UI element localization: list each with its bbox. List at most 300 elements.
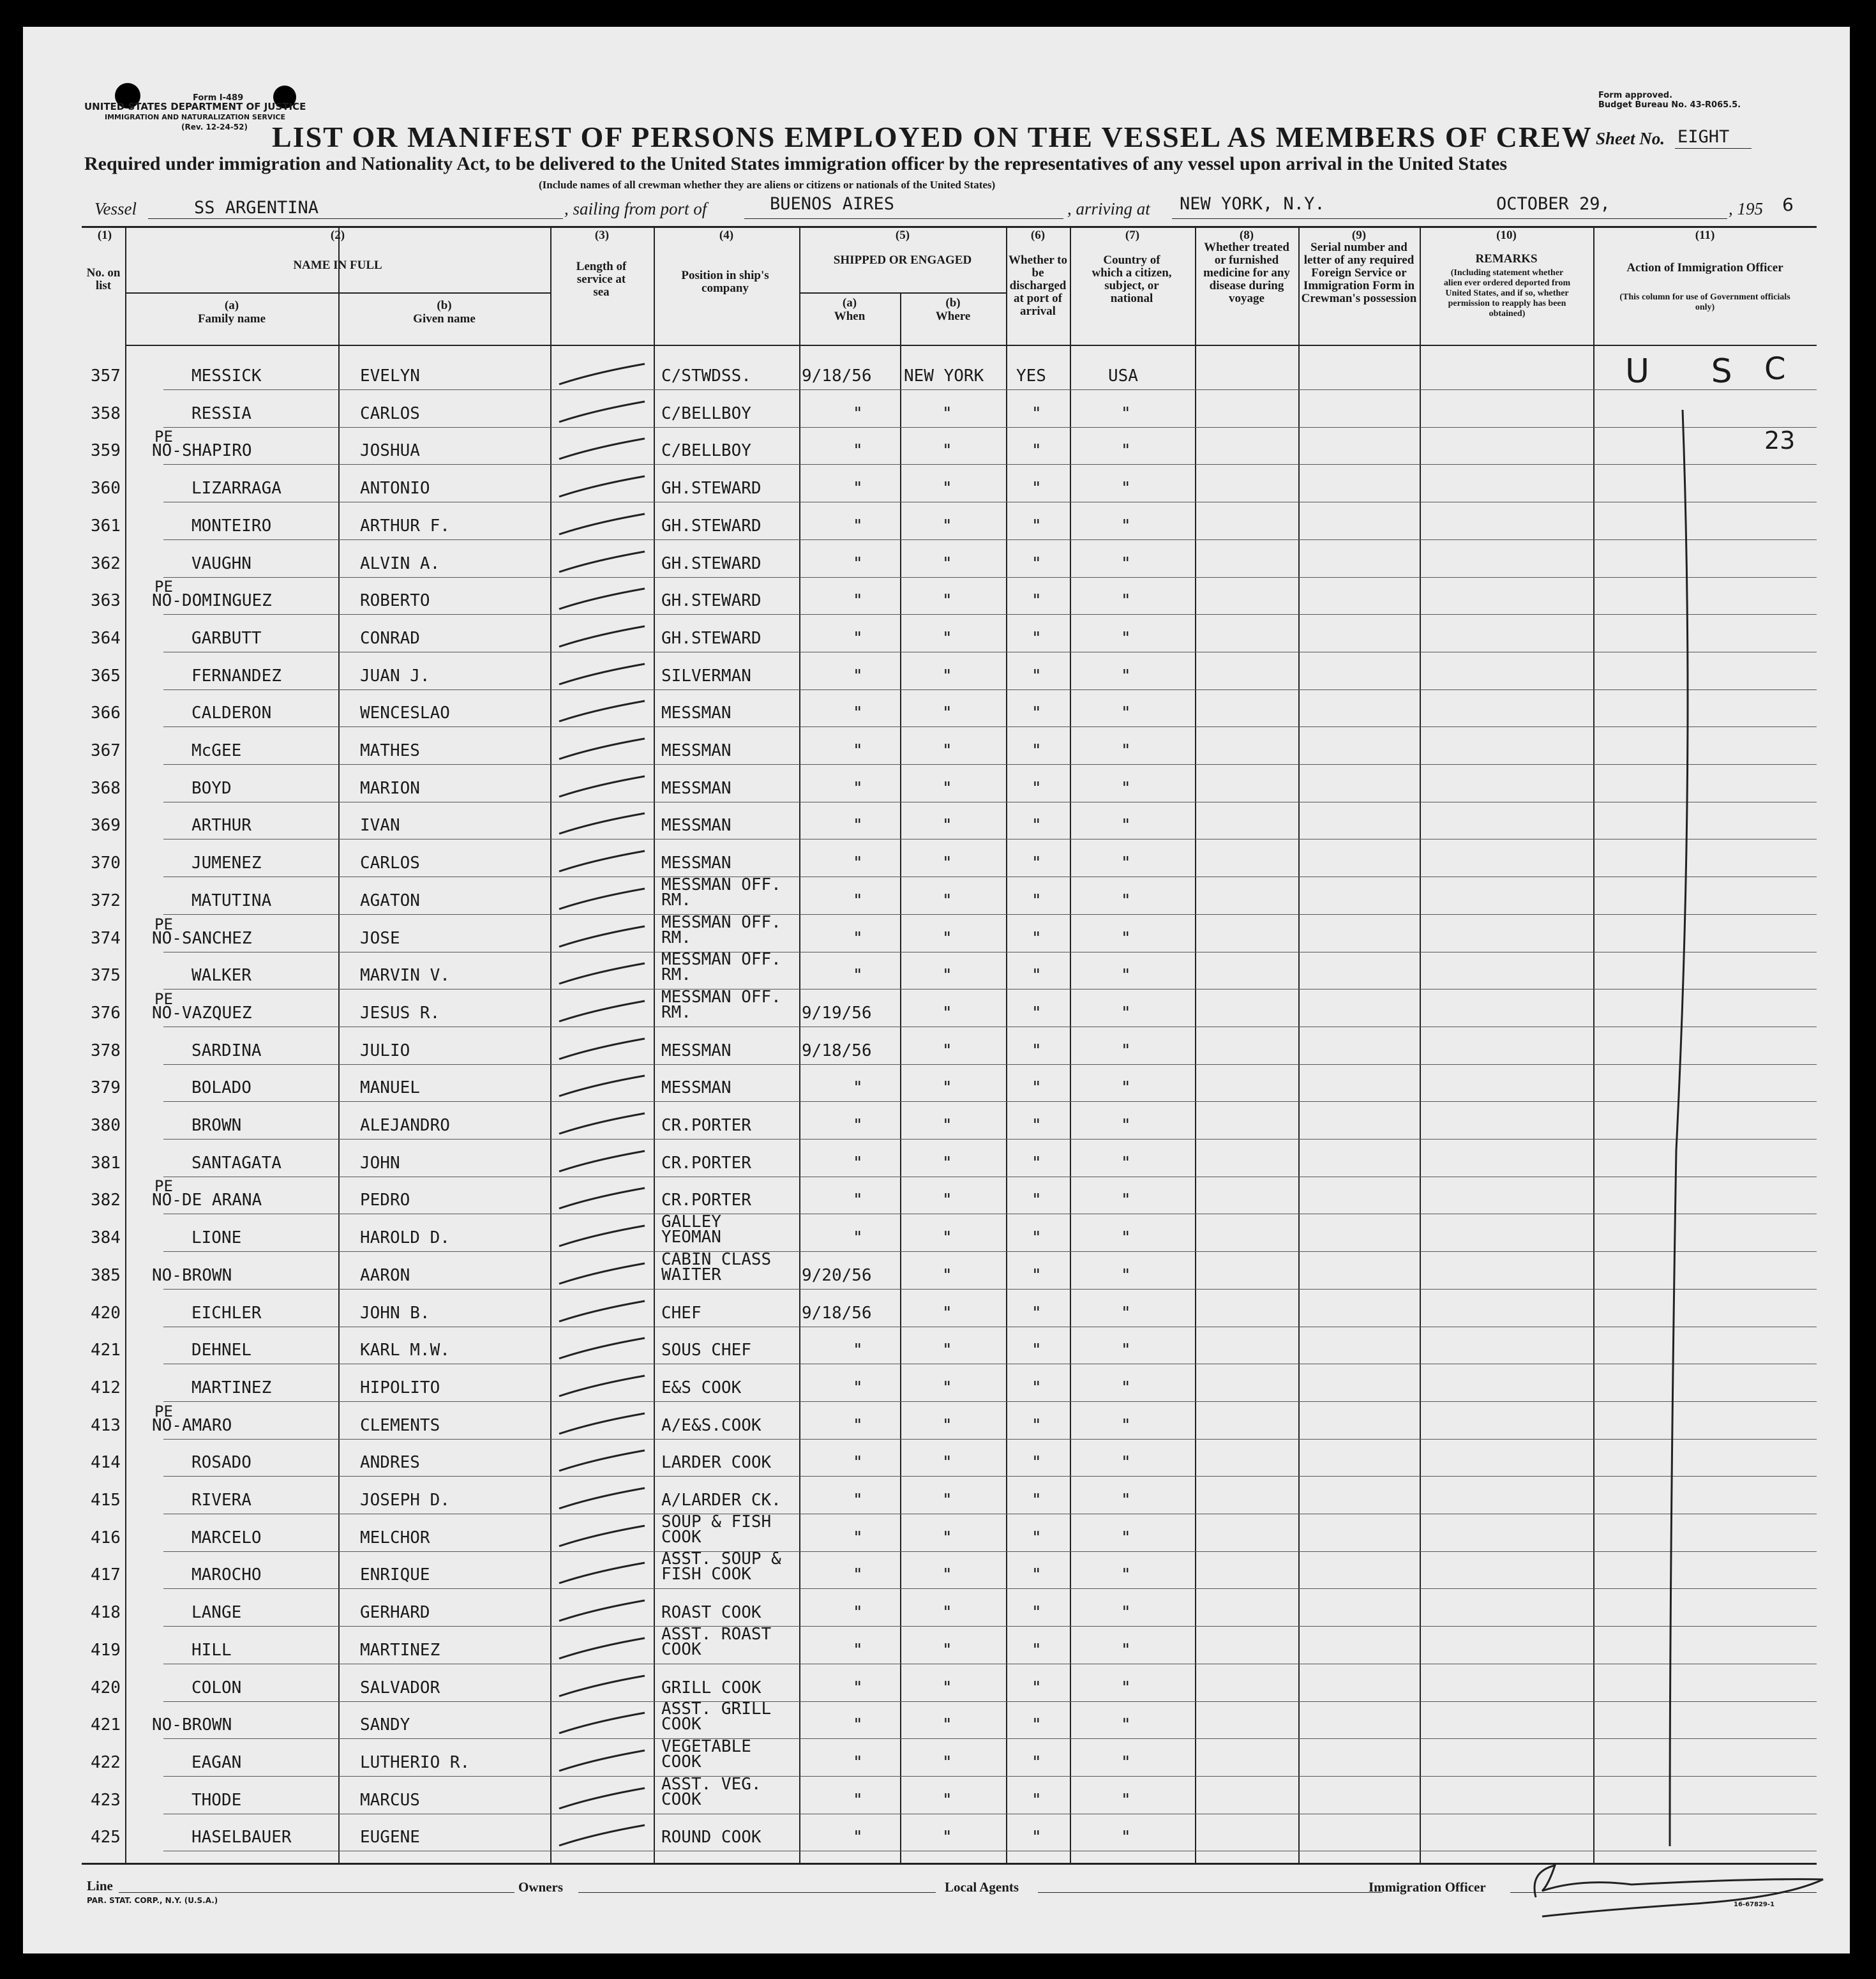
position: ASST. GRILL COOK: [661, 1699, 772, 1734]
service-tick: [555, 696, 651, 728]
table-row: [23, 952, 1850, 990]
discharged: ": [1032, 1790, 1042, 1810]
service-tick: [555, 1483, 651, 1515]
year-suffix: 6: [1782, 194, 1794, 215]
service-tick: [555, 884, 651, 915]
position: MESSMAN: [661, 1078, 732, 1098]
shipped-where: ": [942, 1715, 952, 1735]
family-name: ROSADO: [191, 1453, 251, 1473]
given-name: KARL M.W.: [360, 1341, 450, 1360]
table-row: [23, 1624, 1850, 1665]
row-number: 420: [91, 1678, 121, 1697]
shipped-where: ": [942, 1790, 952, 1810]
discharged: ": [1032, 854, 1042, 873]
country: ": [1121, 1790, 1131, 1810]
position: CR.PORTER: [661, 1191, 751, 1210]
col2b-text: Given name: [413, 312, 476, 326]
row-number: 360: [91, 479, 121, 499]
given-name: ALEJANDRO: [360, 1116, 450, 1135]
shipped-when: ": [853, 1341, 863, 1360]
shipped-where: ": [942, 966, 952, 986]
shipped-when: ": [853, 1640, 863, 1660]
row-number: 422: [91, 1752, 121, 1772]
service-tick: [555, 1558, 651, 1590]
shipped-when: 9/20/56: [802, 1265, 872, 1285]
country: ": [1121, 628, 1131, 648]
service-tick: [555, 1333, 651, 1365]
country: ": [1121, 966, 1131, 986]
service-tick: [555, 996, 651, 1028]
shipped-where: ": [942, 591, 952, 611]
row-prefix: PE: [154, 1177, 173, 1196]
position: C/BELLBOY: [661, 441, 751, 461]
family-name: HASELBAUER: [191, 1828, 292, 1847]
sailing-label: , sailing from port of: [564, 199, 707, 218]
family-name: LANGE: [191, 1603, 242, 1623]
family-name: BOYD: [191, 778, 232, 798]
col2b-label: (b): [437, 299, 452, 312]
row-number: 368: [91, 778, 121, 798]
discharged: ": [1032, 591, 1042, 611]
shipped-where: ": [942, 1491, 952, 1510]
given-name: CONRAD: [360, 628, 420, 648]
table-row: [23, 802, 1850, 840]
table-row: [23, 1177, 1850, 1215]
footer-owners-label: Owners: [518, 1879, 563, 1895]
country: ": [1121, 403, 1131, 423]
country: ": [1121, 854, 1131, 873]
country: ": [1121, 1640, 1131, 1660]
service: IMMIGRATION AND NATURALIZATION SERVICE: [105, 113, 286, 121]
table-row: [23, 1027, 1850, 1065]
manifest-subtitle: Required under immigration and Nationality Act, to be delivered to the United States immigration officer by the representatives of any vessel upon arrival in the United States: [84, 153, 1508, 174]
shipped-where: ": [942, 1378, 952, 1397]
table-row: [23, 1140, 1850, 1178]
table-row: [23, 1551, 1850, 1590]
col5a-text: When: [834, 310, 866, 323]
position: ASST. ROAST COOK: [661, 1624, 772, 1659]
given-name: ARTHUR F.: [360, 516, 450, 536]
table-row: [23, 1774, 1850, 1815]
row-number: 369: [91, 816, 121, 836]
table-row: [23, 1589, 1850, 1627]
country: ": [1121, 1491, 1131, 1510]
year-prefix: , 195: [1729, 199, 1763, 218]
given-name: MANUEL: [360, 1078, 420, 1098]
service-tick: [555, 546, 651, 578]
family-name: GARBUTT: [191, 628, 262, 648]
family-name: MESSICK: [191, 366, 262, 386]
service-tick: [555, 1671, 651, 1703]
given-name: MARTINEZ: [360, 1640, 440, 1660]
given-name: SALVADOR: [360, 1678, 440, 1697]
country: USA: [1108, 366, 1138, 386]
shipped-where: ": [942, 1678, 952, 1697]
discharged: ": [1032, 1565, 1042, 1585]
given-name: LUTHERIO R.: [360, 1752, 470, 1772]
shipped-where: ": [942, 1078, 952, 1098]
given-name: AARON: [360, 1265, 410, 1285]
shipped-when: ": [853, 741, 863, 760]
country: ": [1121, 891, 1131, 910]
shipped-where: ": [942, 704, 952, 723]
col3-num: (3): [594, 229, 610, 242]
service-tick: [555, 659, 651, 691]
position: MESSMAN: [661, 816, 732, 836]
row-number: 415: [91, 1491, 121, 1510]
col10-note: (Including statement whether alien ever ordered deported from United States, and if so, whether permission to reapply has been obtained): [1443, 268, 1571, 319]
given-name: JOSHUA: [360, 441, 420, 461]
col5a-label: (a): [842, 296, 857, 310]
shipped-where: ": [942, 1640, 952, 1660]
discharged: ": [1032, 516, 1042, 536]
table-row: [23, 1214, 1850, 1253]
service-tick: [555, 921, 651, 953]
row-number: 413: [91, 1415, 121, 1435]
country: ": [1121, 1153, 1131, 1173]
position: MESSMAN OFF. RM.: [661, 875, 781, 910]
shipped-when: ": [853, 1116, 863, 1135]
family-name: RESSIA: [191, 403, 251, 423]
officer-mark-us: U S: [1625, 352, 1758, 391]
shipped-when: ": [853, 816, 863, 836]
given-name: ROBERTO: [360, 591, 430, 611]
row-number: 417: [91, 1565, 121, 1585]
table-row: [23, 1514, 1850, 1553]
position: C/STWDSS.: [661, 366, 751, 386]
discharged: ": [1032, 778, 1042, 798]
col11-label: Action of Immigration Officer: [1626, 261, 1783, 275]
form-number: Form I-489: [193, 93, 244, 103]
row-number: 378: [91, 1041, 121, 1060]
position: MESSMAN: [661, 1041, 732, 1060]
given-name: IVAN: [360, 816, 400, 836]
service-tick: [555, 771, 651, 803]
shipped-where: ": [942, 553, 952, 573]
shipped-when: ": [853, 1153, 863, 1173]
table-row: [23, 1736, 1850, 1777]
row-prefix: PE: [154, 578, 173, 596]
col8-num: (8): [1239, 229, 1254, 242]
shipped-where: ": [942, 479, 952, 499]
shipped-when: ": [853, 1453, 863, 1473]
service-tick: [555, 1783, 651, 1815]
row-number: 381: [91, 1153, 121, 1173]
position: MESSMAN: [661, 854, 732, 873]
position: C/BELLBOY: [661, 403, 751, 423]
discharged: ": [1032, 479, 1042, 499]
discharged: ": [1032, 1191, 1042, 1210]
shipped-where: ": [942, 778, 952, 798]
col9-num: (9): [1351, 229, 1367, 242]
position: E&S COOK: [661, 1378, 742, 1397]
country: ": [1121, 1191, 1131, 1210]
family-name: COLON: [191, 1678, 242, 1697]
table-row: [23, 1477, 1850, 1515]
family-name: LIZARRAGA: [191, 479, 281, 499]
service-tick: [555, 958, 651, 990]
family-name: SANTAGATA: [191, 1153, 281, 1173]
shipped-where: ": [942, 1341, 952, 1360]
country: ": [1121, 928, 1131, 948]
family-name: ARTHUR: [191, 816, 251, 836]
service-tick: [555, 1221, 651, 1253]
row-number: 425: [91, 1828, 121, 1847]
shipped-when: ": [853, 666, 863, 686]
row-number: 376: [91, 1003, 121, 1023]
position: ROUND COOK: [661, 1828, 762, 1847]
row-number: 384: [91, 1228, 121, 1248]
col4-label: Position in ship's company: [681, 269, 769, 295]
service-tick: [555, 1595, 651, 1627]
discharged: ": [1032, 704, 1042, 723]
given-name: MELCHOR: [360, 1528, 430, 1547]
row-number: 365: [91, 666, 121, 686]
shipped-when: ": [853, 1678, 863, 1697]
position: A/E&S.COOK: [661, 1415, 762, 1435]
service-tick: [555, 1708, 651, 1740]
row-number: 412: [91, 1378, 121, 1397]
discharged: ": [1032, 966, 1042, 986]
family-name: VAUGHN: [191, 553, 251, 573]
shipped-when: ": [853, 553, 863, 573]
row-number: 421: [91, 1715, 121, 1735]
position: CR.PORTER: [661, 1116, 751, 1135]
shipped-when: ": [853, 1603, 863, 1623]
given-name: MATHES: [360, 741, 420, 760]
service-tick: [555, 1633, 651, 1665]
footer-printer: PAR. STAT. CORP., N.Y. (U.S.A.): [87, 1896, 218, 1905]
table-row: [23, 1701, 1850, 1740]
shipped-when: ": [853, 891, 863, 910]
country: ": [1121, 1565, 1131, 1585]
shipped-when: ": [853, 704, 863, 723]
sheet-label: Sheet No.: [1596, 129, 1665, 148]
country: ": [1121, 1752, 1131, 1772]
discharged: ": [1032, 1003, 1042, 1023]
family-name: MARCELO: [191, 1528, 262, 1547]
country: ": [1121, 1116, 1131, 1135]
manifest-sheet: [23, 27, 1850, 1953]
shipped-when: ": [853, 1491, 863, 1510]
table-row: [23, 987, 1850, 1028]
service-tick: [555, 583, 651, 615]
given-name: JOSEPH D.: [360, 1491, 450, 1510]
row-number: 423: [91, 1790, 121, 1810]
position: CHEF: [661, 1303, 702, 1323]
country: ": [1121, 1303, 1131, 1323]
family-name: NO-BROWN: [152, 1715, 232, 1735]
row-number: 380: [91, 1116, 121, 1135]
discharged: ": [1032, 1041, 1042, 1060]
crew-rows: [23, 352, 1850, 1859]
shipped-where: ": [942, 1565, 952, 1585]
shipped-where: ": [942, 1265, 952, 1285]
discharged: ": [1032, 553, 1042, 573]
row-number: 366: [91, 704, 121, 723]
row-number: 379: [91, 1078, 121, 1098]
row-number: 357: [91, 366, 121, 386]
given-name: ALVIN A.: [360, 553, 440, 573]
table-row: [23, 1439, 1850, 1477]
shipped-when: ": [853, 1752, 863, 1772]
discharged: ": [1032, 1752, 1042, 1772]
country: ": [1121, 441, 1131, 461]
table-row: [23, 502, 1850, 541]
footer-agents-label: Local Agents: [945, 1879, 1019, 1895]
family-name: MONTEIRO: [191, 516, 272, 536]
discharged: ": [1032, 1528, 1042, 1547]
given-name: CARLOS: [360, 854, 420, 873]
table-row: [23, 727, 1850, 765]
position: ASST. SOUP & FISH COOK: [661, 1549, 781, 1584]
shipped-where: ": [942, 891, 952, 910]
position: GH.STEWARD: [661, 628, 762, 648]
row-number: 362: [91, 553, 121, 573]
family-name: HILL: [191, 1640, 232, 1660]
col10-label: REMARKS: [1475, 252, 1538, 266]
given-name: HAROLD D.: [360, 1228, 450, 1248]
service-tick: [555, 1183, 651, 1215]
row-number: 374: [91, 928, 121, 948]
discharged: ": [1032, 1415, 1042, 1435]
country: ": [1121, 1041, 1131, 1060]
row-number: 419: [91, 1640, 121, 1660]
shipped-when: ": [853, 1790, 863, 1810]
position: GH.STEWARD: [661, 591, 762, 611]
service-tick: [555, 1408, 651, 1440]
family-name: FERNANDEZ: [191, 666, 281, 686]
revision: (Rev. 12-24-52): [181, 123, 248, 132]
family-name: MAROCHO: [191, 1565, 262, 1585]
given-name: MARION: [360, 778, 420, 798]
row-prefix: PE: [154, 1402, 173, 1420]
position: A/LARDER CK.: [661, 1491, 781, 1510]
family-name: NO-SHAPIRO: [152, 441, 252, 461]
shipped-when: ": [853, 1415, 863, 1435]
shipped-when: ": [853, 1228, 863, 1248]
given-name: JOSE: [360, 928, 400, 948]
col10-num: (10): [1496, 229, 1517, 242]
given-name: JOHN B.: [360, 1303, 430, 1323]
position: MESSMAN: [661, 741, 732, 760]
position: SOUP & FISH COOK: [661, 1512, 772, 1547]
shipped-where: ": [942, 1528, 952, 1547]
given-name: JOHN: [360, 1153, 400, 1173]
officer-bracket-line: [1657, 384, 1708, 1865]
footer-line-label: Line: [87, 1878, 113, 1893]
shipped-when: ": [853, 1191, 863, 1210]
discharged: ": [1032, 1378, 1042, 1397]
family-name: MARTINEZ: [191, 1378, 272, 1397]
country: ": [1121, 479, 1131, 499]
given-name: ENRIQUE: [360, 1565, 430, 1585]
country: ": [1121, 666, 1131, 686]
discharged: ": [1032, 1453, 1042, 1473]
service-tick: [555, 1296, 651, 1328]
family-name: MATUTINA: [191, 891, 272, 910]
row-number: 414: [91, 1453, 121, 1473]
shipped-where: ": [942, 516, 952, 536]
row-number: 420: [91, 1303, 121, 1323]
row-number: 363: [91, 591, 121, 611]
family-name: THODE: [191, 1790, 242, 1810]
col4-num: (4): [719, 229, 734, 242]
country: ": [1121, 1528, 1131, 1547]
given-name: EVELYN: [360, 366, 420, 386]
service-tick: [555, 509, 651, 541]
discharged: ": [1032, 1828, 1042, 1847]
given-name: JULIO: [360, 1041, 410, 1060]
shipped-where: ": [942, 741, 952, 760]
position: MESSMAN OFF. RM.: [661, 950, 781, 985]
arrival-date: OCTOBER 29,: [1496, 194, 1610, 214]
table-row: [23, 352, 1850, 391]
col5-label: SHIPPED OR ENGAGED: [833, 253, 972, 267]
shipped-where: ": [942, 628, 952, 648]
footer-code: 16-67829-1: [1734, 1901, 1775, 1908]
service-tick: [555, 1258, 651, 1290]
family-name: BOLADO: [191, 1078, 251, 1098]
col5-num: (5): [895, 229, 910, 242]
family-name: LIONE: [191, 1228, 242, 1248]
family-name: NO-SANCHEZ: [152, 928, 252, 948]
discharged: YES: [1016, 366, 1046, 386]
shipped-when: ": [853, 1378, 863, 1397]
shipped-when: ": [853, 1078, 863, 1098]
col5b-label: (b): [945, 296, 961, 310]
family-name: WALKER: [191, 966, 251, 986]
service-tick: [555, 1371, 651, 1403]
discharged: ": [1032, 1603, 1042, 1623]
shipped-when: ": [853, 1828, 863, 1847]
service-tick: [555, 1820, 651, 1852]
position: SOUS CHEF: [661, 1341, 751, 1360]
service-tick: [555, 734, 651, 765]
position: MESSMAN: [661, 704, 732, 723]
given-name: PEDRO: [360, 1191, 410, 1210]
row-number: 375: [91, 966, 121, 986]
shipped-where: ": [942, 1415, 952, 1435]
row-number: 421: [91, 1341, 121, 1360]
family-name: BROWN: [191, 1116, 242, 1135]
position: ASST. VEG. COOK: [661, 1774, 762, 1809]
table-row: [23, 652, 1850, 691]
row-number: 364: [91, 628, 121, 648]
col5b-text: Where: [935, 310, 971, 323]
shipped-where: ": [942, 1228, 952, 1248]
col6-label: Whether to be discharged at port of arrival: [1009, 253, 1067, 318]
row-number: 372: [91, 891, 121, 910]
country: ": [1121, 1003, 1131, 1023]
shipped-when: ": [853, 441, 863, 461]
shipped-where: ": [942, 1752, 952, 1772]
table-row: [23, 577, 1850, 615]
position: GH.STEWARD: [661, 553, 762, 573]
country: ": [1121, 1415, 1131, 1435]
shipped-where: ": [942, 1603, 952, 1623]
row-prefix: PE: [154, 428, 173, 446]
col1-num: (1): [97, 229, 112, 242]
service-tick: [555, 1521, 651, 1553]
row-number: 361: [91, 516, 121, 536]
shipped-when: ": [853, 591, 863, 611]
given-name: WENCESLAO: [360, 704, 450, 723]
position: MESSMAN OFF. RM.: [661, 912, 781, 947]
position: GH.STEWARD: [661, 479, 762, 499]
shipped-when: ": [853, 1528, 863, 1547]
table-row: [23, 465, 1850, 503]
